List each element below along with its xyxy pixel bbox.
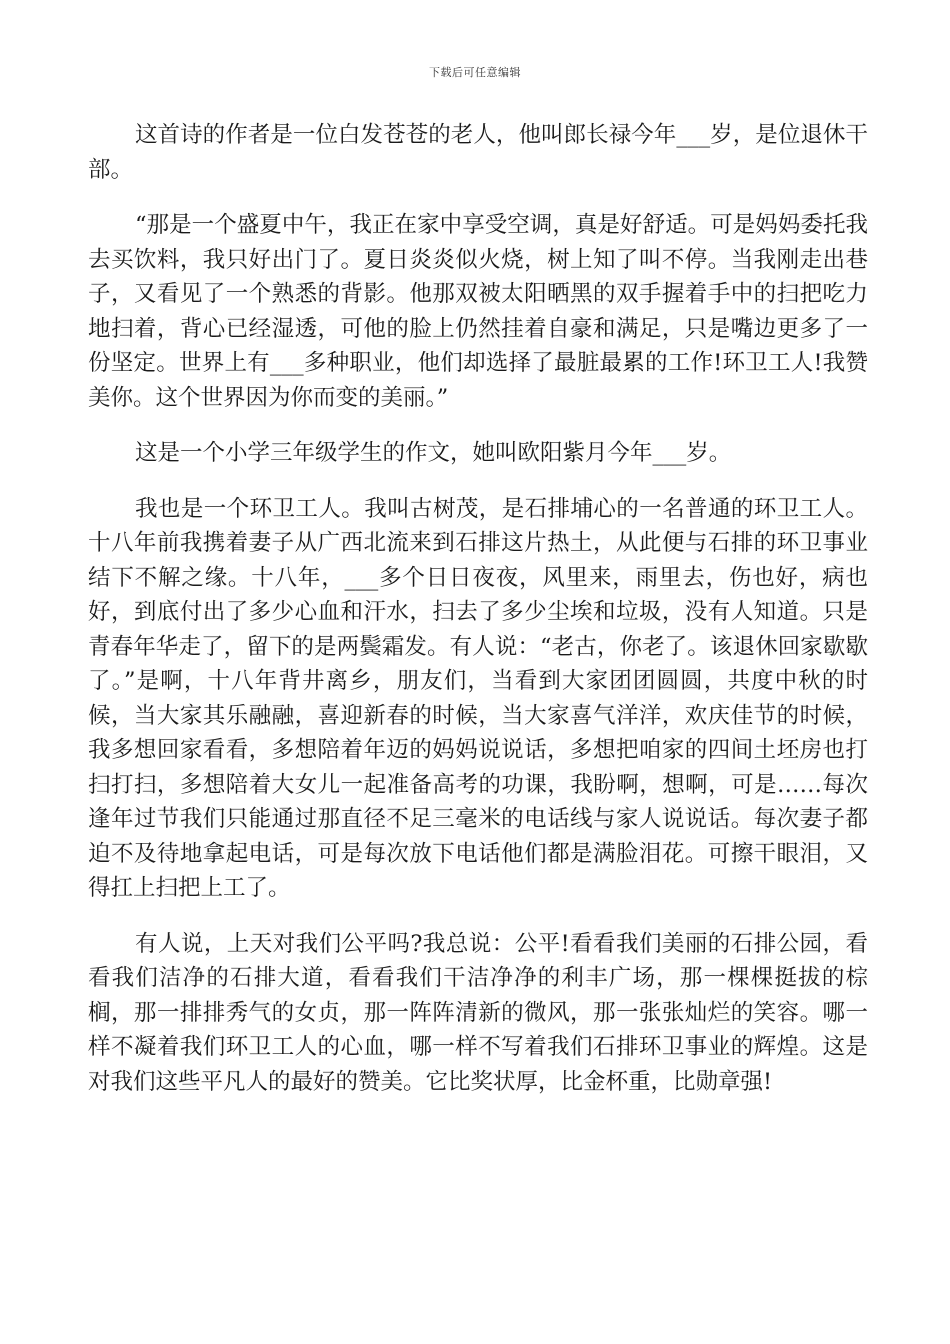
paragraph: 这是一个小学三年级学生的作文，她叫欧阳紫月今年___岁。 (135, 440, 732, 466)
page-header-caption: 下载后可任意编辑 (429, 66, 521, 79)
paragraph: 有人说，上天对我们公平吗?我总说：公平!看看我们美丽的石排公园，看看我们洁净的石排大道，看看我们干洁净净的利丰广场，那一棵棵挺拔的棕榈，那一排排秀气的女贞，那一阵阵清新的微风，那一张张灿烂的笑容。哪一样不凝着我们环卫工人的心血，哪一样不写着我们石排环卫事业的辉煌。这是对我们这些平凡人的最好的赞美。它比奖状厚，比金杯重，比勋章强! (88, 930, 868, 1095)
document-body (88, 118, 868, 1120)
paragraph: “那是一个盛夏中午，我正在家中享受空调，真是好舒适。可是妈妈委托我去买饮料，我只好出门了。夏日炎炎似火烧，树上知了叫不停。当我刚走出巷子，又看见了一个熟悉的背影。他那双被太阳晒黑的双手握着手中的扫把吃力地扫着，背心已经湿透，可他的脸上仍然挂着自豪和满足，只是嘴边更多了一份坚定。世界上有___多种职业，他们却选择了最脏最累的工作!环卫工人!我赞美你。这个世界因为你而变的美丽。” (88, 212, 868, 411)
paragraph: 我也是一个环卫工人。我叫古树茂，是石排埔心的一名普通的环卫工人。十八年前我携着妻子从广西北流来到石排这片热土，从此便与石排的环卫事业结下不解之缘。十八年，___多个日日夜夜，风里来，雨里去，伤也好，病也好，到底付出了多少心血和汗水，扫去了多少尘埃和垃圾，没有人知道。只是青春年华走了，留下的是两鬓霜发。有人说：“老古，你老了。该退休回家歇歇了。”是啊，十八年背井离乡，朋友们，当看到大家团团圆圆，共度中秋的时候，当大家其乐融融，喜迎新春的时候，当大家喜气洋洋，欢庆佳节的时候，我多想回家看看，多想陪着年迈的妈妈说说话，多想把咱家的四间土坯房也打扫打扫，多想陪着大女儿一起准备高考的功课，我盼啊，想啊，可是……每次逢年过节我们只能通过那直径不足三毫米的电话线与家人说说话。每次妻子都迫不及待地拿起电话，可是每次放下电话他们都是满脸泪花。可擦干眼泪，又得扛上扫把上工了。 (88, 495, 868, 901)
paragraph: 这首诗的作者是一位白发苍苍的老人，他叫郎长禄今年___岁，是位退休干部。 (88, 122, 868, 183)
